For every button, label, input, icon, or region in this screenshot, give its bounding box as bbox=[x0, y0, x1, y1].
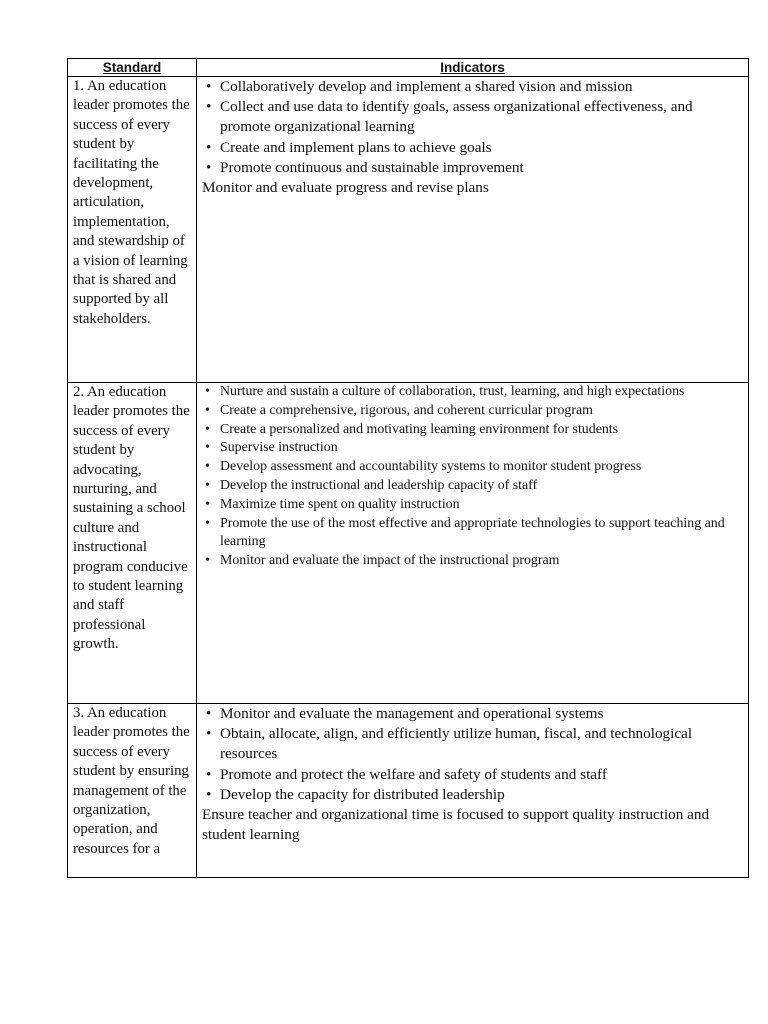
indicator-tail-text: Ensure teacher and organizational time is focused to support quality instruction and student learning bbox=[202, 806, 710, 844]
list-item: • Create a comprehensive, rigorous, and coherent curricular program bbox=[202, 402, 743, 421]
indicator-list bbox=[202, 383, 743, 571]
list-item: • Monitor and evaluate the impact of the instructional program bbox=[202, 552, 743, 571]
indicator-list bbox=[202, 77, 743, 178]
table-row bbox=[68, 704, 749, 878]
list-item: • Monitor and evaluate the management and operational systems bbox=[202, 704, 743, 724]
list-item: • Promote the use of the most effective and appropriate technologies to support teaching and learning bbox=[202, 515, 743, 553]
indicators-cell bbox=[197, 383, 749, 704]
list-item: • Develop the instructional and leadership capacity of staff bbox=[202, 477, 743, 496]
indicators-column-header: Indicators bbox=[197, 59, 749, 77]
standards-table bbox=[67, 58, 749, 878]
list-item: • Collect and use data to identify goals, assess organizational effectiveness, and promote organizational learning bbox=[202, 97, 743, 137]
list-item: • Promote and protect the welfare and safety of students and staff bbox=[202, 765, 743, 785]
list-item: • Collaboratively develop and implement a shared vision and mission bbox=[202, 77, 743, 97]
standard-column-header: Standard bbox=[68, 59, 197, 77]
indicator-tail-text: Monitor and evaluate progress and revise plans bbox=[202, 179, 489, 197]
table-row bbox=[68, 383, 749, 704]
list-item: • Maximize time spent on quality instruction bbox=[202, 496, 743, 515]
indicators-cell bbox=[197, 77, 749, 383]
list-item: • Nurture and sustain a culture of collaboration, trust, learning, and high expectations bbox=[202, 383, 743, 402]
list-item: • Obtain, allocate, align, and efficiently utilize human, fiscal, and technological resources bbox=[202, 724, 743, 764]
standard-cell: 2. An education leader promotes the success of every student by advocating, nurturing, and sustaining a school culture and instructional program conducive to student learning and staff professional growth. bbox=[68, 383, 197, 704]
standard-cell: 3. An education leader promotes the success of every student by ensuring management of the organization, operation, and resources for a bbox=[68, 704, 197, 878]
indicator-list bbox=[202, 704, 743, 805]
list-item: • Develop assessment and accountability systems to monitor student progress bbox=[202, 458, 743, 477]
list-item: • Create a personalized and motivating learning environment for students bbox=[202, 421, 743, 440]
list-item: • Supervise instruction bbox=[202, 439, 743, 458]
table-header-row bbox=[68, 59, 749, 77]
list-item: • Promote continuous and sustainable improvement bbox=[202, 158, 743, 178]
indicators-cell bbox=[197, 704, 749, 878]
table-row bbox=[68, 77, 749, 383]
list-item: • Develop the capacity for distributed leadership bbox=[202, 785, 743, 805]
list-item: • Create and implement plans to achieve goals bbox=[202, 138, 743, 158]
standard-cell: 1. An education leader promotes the success of every student by facilitating the development, articulation, implementation, and stewardship of a vision of learning that is shared and supported by all stakeholders. bbox=[68, 77, 197, 383]
